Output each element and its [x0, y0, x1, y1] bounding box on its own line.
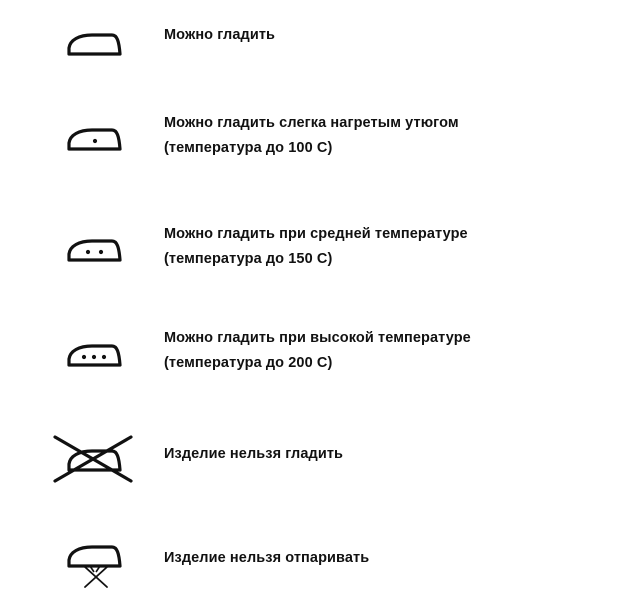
symbol-description: [164, 23, 275, 48]
symbol-description: [164, 442, 343, 467]
symbol-description: [164, 222, 468, 272]
iron-two-dots-icon: [50, 208, 140, 268]
symbol-description: [164, 111, 459, 161]
symbol-description: [164, 546, 369, 571]
iron-one-dot-icon: [50, 99, 140, 159]
description-line: Можно гладить при высокой температуре: [164, 330, 471, 346]
description-line: Изделие нельзя гладить: [164, 446, 344, 462]
iron-three-dots-icon: [50, 313, 140, 373]
description-line: Можно гладить слегка нагретым утюгом: [164, 115, 459, 131]
description-line: (температура до 100 С): [164, 140, 333, 156]
description-line: Можно гладить при средней температуре: [164, 226, 468, 242]
symbol-description: [164, 326, 471, 376]
iron-icon: [50, 10, 140, 70]
description-line: (температура до 150 С): [164, 251, 333, 267]
description-line: Изделие нельзя отпаривать: [164, 550, 370, 566]
description-line: (температура до 200 С): [164, 355, 333, 371]
iron-crossed-icon: [50, 427, 140, 487]
iron-no-steam-icon: [50, 532, 140, 592]
description-line: Можно гладить: [164, 27, 276, 43]
